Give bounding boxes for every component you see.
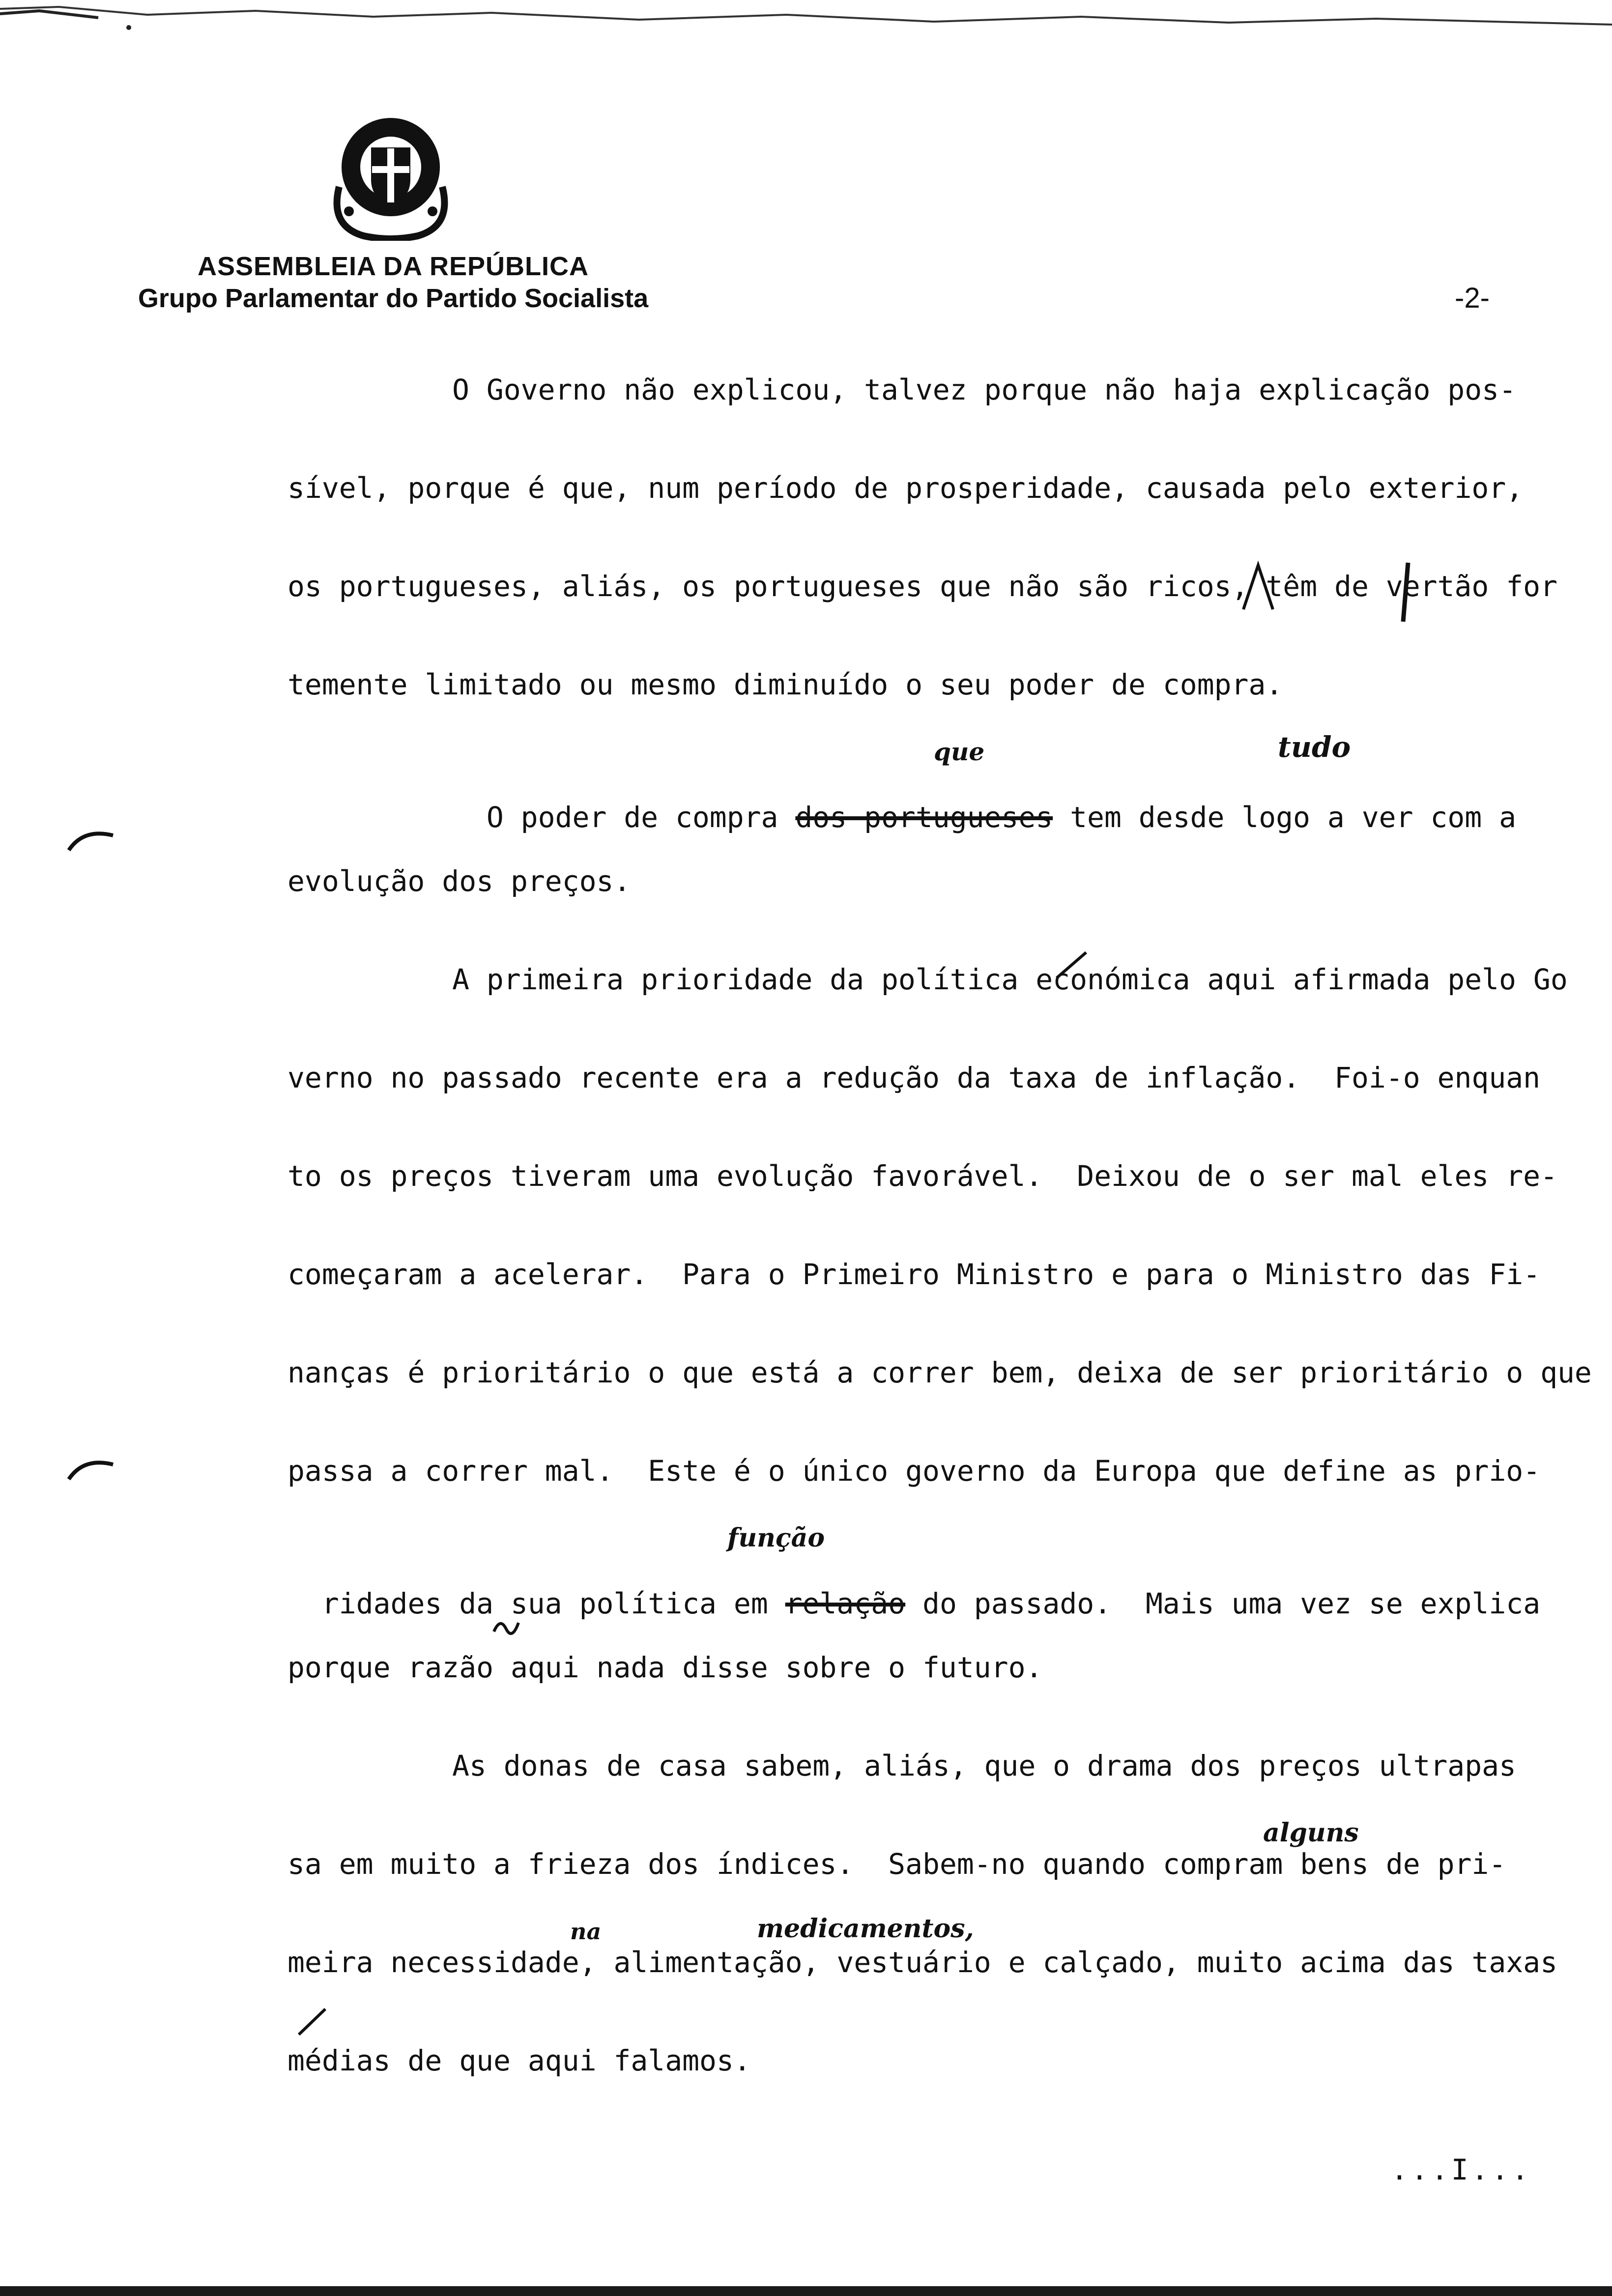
margin-bracket <box>64 826 118 855</box>
handwritten-insertion: tudo <box>1278 730 1351 764</box>
body-text: tem desde logo <box>1070 801 1310 834</box>
body-text: do passado. Mais uma vez se explica <box>922 1587 1541 1620</box>
scan-edge-noise <box>0 0 1612 34</box>
body-line: verno no passado recente era a redução da taxa de inflação. Foi-o enquan <box>288 1061 1541 1094</box>
body-line: sível, porque é que, num período de prosperidade, causada pelo exterior, <box>288 471 1524 505</box>
handwritten-insertion: alguns <box>1263 1818 1359 1848</box>
parliament-coat-of-arms <box>324 113 457 241</box>
handwritten-insertion: que <box>934 737 985 766</box>
body-line <box>452 766 1516 834</box>
body-line: passa a correr mal. Este é o único governo da Europa que define as prio- <box>288 1454 1541 1488</box>
body-line <box>288 1552 1540 1621</box>
handwritten-insertion: função <box>727 1523 825 1553</box>
continuation-marker: ...I... <box>1391 2153 1532 2186</box>
struck-text: dos portugueses <box>795 801 1053 834</box>
body-line: to os preços tiveram uma evolução favorável. Deixou de o ser mal eles re- <box>288 1159 1558 1193</box>
body-line: porque razão aqui nada disse sobre o futuro. <box>288 1651 1043 1684</box>
handwritten-insertion: medicamentos, <box>757 1914 974 1944</box>
body-line: O Governo não explicou, talvez porque não haja explicação pos- <box>452 373 1516 406</box>
body-line: sa em muito a frieza dos índices. Sabem-no quando compram bens de pri- <box>288 1847 1506 1881</box>
struck-text: relação <box>785 1587 906 1620</box>
body-line: meira necessidade, alimentação, vestuário e calçado, muito acima das taxas <box>288 1946 1558 1979</box>
body-line: As donas de casa sabem, aliás, que o drama dos preços ultrapas <box>452 1749 1516 1782</box>
body-line: A primeira prioridade da política económica aqui afirmada pelo Go <box>452 963 1568 996</box>
parliamentary-group-name: Grupo Parlamentar do Partido Socialista <box>138 284 649 313</box>
body-line: temente limitado ou mesmo diminuído o seu poder de compra. <box>288 668 1283 701</box>
body-text: ridades da sua política em <box>321 1587 768 1620</box>
handwritten-caret <box>1238 560 1278 614</box>
scan-bottom-edge <box>0 2286 1612 2296</box>
page-number: -2- <box>1455 282 1490 314</box>
margin-bracket <box>64 1455 118 1484</box>
body-text: a ver com a <box>1327 801 1517 834</box>
body-line: nanças é prioritário o que está a correr bem, deixa de ser prioritário o que <box>288 1356 1592 1389</box>
handwritten-insertion: na <box>570 1918 602 1945</box>
body-text: O poder de compra <box>486 801 778 834</box>
body-line: começaram a acelerar. Para o Primeiro Ministro e para o Ministro das Fi- <box>288 1258 1541 1291</box>
org-name: ASSEMBLEIA DA REPÚBLICA <box>197 252 589 281</box>
body-line: evolução dos preços. <box>288 864 631 898</box>
body-line: os portugueses, aliás, os portugueses que não são ricos, têm de vertão for <box>288 570 1558 603</box>
handwritten-stroke <box>1391 560 1420 624</box>
handwritten-accent <box>295 2005 329 2039</box>
handwritten-accent <box>1052 948 1091 983</box>
handwritten-tilde <box>491 1612 521 1641</box>
body-line: médias de que aqui falamos. <box>288 2044 751 2077</box>
